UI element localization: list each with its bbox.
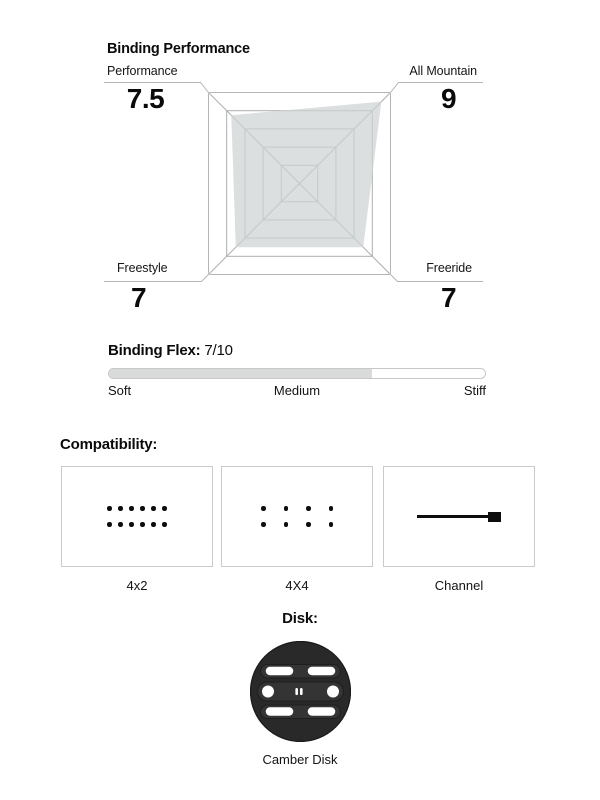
- dot-row: [107, 522, 167, 527]
- mount-dot: [284, 506, 289, 511]
- mount-dot: [261, 506, 266, 511]
- channel-slot-icon: [384, 467, 534, 566]
- flex-gauge-track: [108, 368, 486, 379]
- disk-caption: Camber Disk: [262, 752, 338, 767]
- mount-dot: [118, 522, 123, 527]
- axis-label-freestyle: Freestyle: [117, 261, 168, 275]
- 4x2-dot-pattern-icon: [62, 467, 212, 566]
- mount-dot: [306, 522, 311, 527]
- channel-block: [488, 512, 501, 522]
- mount-dot: [306, 506, 311, 511]
- axis-value-freeride: 7: [440, 282, 457, 313]
- mount-dot: [329, 506, 334, 511]
- camber-disk-icon: [250, 641, 351, 742]
- flex-gauge-fill: [109, 369, 372, 378]
- mount-dot: [140, 506, 145, 511]
- flex-scale-medium: Medium: [273, 383, 321, 398]
- dot-row: [261, 522, 333, 527]
- mount-dot: [107, 506, 112, 511]
- mount-dot: [129, 506, 134, 511]
- radar-data-polygon: [231, 102, 381, 248]
- mount-dot: [329, 522, 334, 527]
- axis-value-all-mountain: 9: [440, 83, 457, 114]
- binding-flex-label: Binding Flex:: [108, 342, 201, 359]
- mount-dot: [162, 522, 167, 527]
- compat-label-channel: Channel: [434, 578, 484, 593]
- mount-dot: [140, 522, 145, 527]
- axis-label-performance: Performance: [107, 64, 178, 78]
- compat-box-4x2: [61, 466, 213, 567]
- compat-label-4x2: 4x2: [126, 578, 148, 593]
- dot-row: [261, 506, 333, 511]
- mount-dot: [151, 522, 156, 527]
- flex-scale-stiff: Stiff: [463, 383, 486, 398]
- flex-scale: [108, 383, 486, 398]
- binding-flex-heading: [108, 342, 233, 359]
- compatibility-title: Compatibility:: [60, 436, 158, 453]
- disk-title: Disk:: [282, 610, 318, 627]
- mount-dot: [284, 522, 289, 527]
- mount-dot: [129, 522, 134, 527]
- binding-flex-value: 7/10: [204, 342, 233, 359]
- dot-row: [107, 506, 167, 511]
- axis-value-performance: 7.5: [126, 83, 165, 114]
- 4x4-dot-pattern-icon: [222, 467, 372, 566]
- mount-dot: [261, 522, 266, 527]
- compat-label-4x4: 4X4: [285, 578, 309, 593]
- mount-dot: [151, 506, 156, 511]
- mount-dot: [107, 522, 112, 527]
- axis-value-freestyle: 7: [130, 282, 147, 313]
- axis-label-all-mountain: All Mountain: [409, 64, 477, 78]
- mount-dot: [162, 506, 167, 511]
- flex-scale-soft: Soft: [108, 383, 132, 398]
- axis-label-freeride: Freeride: [426, 261, 472, 275]
- mount-dot: [118, 506, 123, 511]
- compat-box-4x4: [221, 466, 373, 567]
- binding-performance-title: Binding Performance: [107, 41, 250, 57]
- compat-box-channel: [383, 466, 535, 567]
- channel-line: [417, 515, 489, 518]
